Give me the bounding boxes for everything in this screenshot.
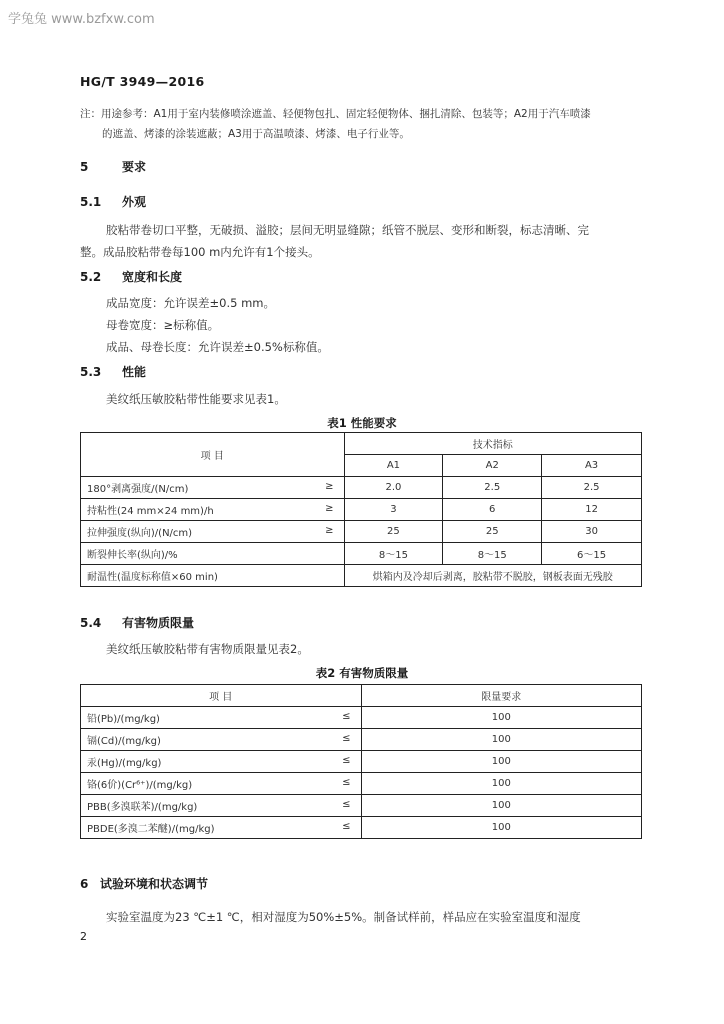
cell-a2: 2.5 — [443, 477, 542, 499]
table-row — [81, 521, 642, 543]
environment-text: 实验室温度为23 ℃±1 ℃，相对湿度为50%±5%。制备试样前，样品应在实验室温度和湿度 — [106, 910, 581, 924]
watermark: 学兔兔 www.bzfxw.com — [8, 12, 155, 27]
column-header-limit: 限量要求 — [361, 685, 641, 707]
row-name — [81, 707, 362, 729]
row-name-text: 持粘性(24 mm×24 mm)/h — [87, 506, 214, 517]
table-row — [81, 565, 642, 587]
section-5-4-heading — [80, 614, 194, 631]
appearance-paragraph — [80, 219, 640, 263]
cell-a1: 3 — [344, 499, 443, 521]
environment-paragraph — [80, 906, 640, 928]
hazard-table — [80, 684, 642, 839]
section-5-heading — [80, 158, 146, 175]
row-name-text: PBDE(多溴二苯醚)/(mg/kg) — [87, 824, 215, 835]
width-line-3: 成品、母卷长度：允许误差±0.5%标称值。 — [106, 340, 329, 354]
table-row — [81, 729, 642, 751]
cell-a3: 30 — [542, 521, 642, 543]
standard-number: HG/T 3949—2016 — [80, 74, 205, 89]
hazard-intro-text: 美纹纸压敏胶粘带有害物质限量见表2。 — [106, 642, 309, 656]
section-number: 5.3 — [80, 365, 102, 379]
performance-table — [80, 432, 642, 587]
cell-a1: 25 — [344, 521, 443, 543]
row-name-text: 铬(6价)(Cr⁶⁺)/(mg/kg) — [87, 780, 193, 791]
table-row — [81, 817, 642, 839]
comparison-operator: ≤ — [342, 733, 351, 744]
cell-a2: 8～15 — [443, 543, 542, 565]
usage-note-line-2: 的遮盖、烤漆的涂装遮蔽；A3用于高温喷漆、烤漆、电子行业等。 — [102, 128, 410, 140]
row-name-text: 镉(Cd)/(mg/kg) — [87, 736, 161, 747]
appearance-line-1: 胶粘带卷切口平整，无破损、溢胶；层间无明显缝隙；纸管不脱层、变形和断裂，标志清晰、完 — [106, 223, 589, 237]
section-5-3-heading — [80, 363, 146, 380]
row-name — [81, 795, 362, 817]
section-title: 宽度和长度 — [122, 270, 183, 284]
row-name: 耐温性(温度标称值×60 min) — [81, 565, 345, 587]
comparison-operator: ≥ — [325, 525, 334, 536]
table-header-row — [81, 433, 642, 455]
width-line-2: 母卷宽度：≥标称值。 — [106, 318, 220, 332]
section-number: 5.1 — [80, 195, 102, 209]
table-2-caption: 表2 有害物质限量 — [315, 666, 409, 680]
section-title: 有害物质限量 — [122, 616, 195, 630]
table-row — [81, 751, 642, 773]
hazard-intro — [80, 638, 640, 660]
cell-a2: 6 — [443, 499, 542, 521]
cell-a1: 2.0 — [344, 477, 443, 499]
section-number: 5.2 — [80, 270, 102, 284]
section-title: 要求 — [122, 160, 147, 174]
section-5-1-heading — [80, 193, 146, 210]
performance-intro-text: 美纹纸压敏胶粘带性能要求见表1。 — [106, 392, 286, 406]
comparison-operator: ≥ — [325, 481, 334, 492]
comparison-operator: ≥ — [325, 503, 334, 514]
row-name — [81, 751, 362, 773]
cell-a3: 6～15 — [542, 543, 642, 565]
cell-limit: 100 — [361, 707, 641, 729]
section-number: 5 — [80, 160, 89, 174]
column-header-tech: 技术指标 — [344, 433, 642, 455]
row-name — [81, 729, 362, 751]
row-name — [81, 477, 345, 499]
width-length-paragraph — [80, 292, 640, 358]
cell-limit: 100 — [361, 795, 641, 817]
column-header-a1: A1 — [344, 455, 443, 477]
cell-limit: 100 — [361, 751, 641, 773]
table-1-caption: 表1 性能要求 — [327, 416, 397, 430]
usage-note-line-1: 注：用途参考：A1用于室内装修喷涂遮盖、轻便物包扎、固定轻便物体、捆扎清除、包装等；A2用于汽车喷漆 — [80, 108, 591, 120]
section-number: 6 — [80, 877, 89, 891]
table-row — [81, 707, 642, 729]
page-number: 2 — [80, 930, 87, 943]
section-6-heading — [80, 875, 208, 892]
section-title: 外观 — [122, 195, 147, 209]
column-header-a3: A3 — [542, 455, 642, 477]
section-title: 试验环境和状态调节 — [100, 877, 209, 891]
row-name — [81, 773, 362, 795]
table-header-row — [81, 685, 642, 707]
comparison-operator: ≤ — [342, 821, 351, 832]
row-name — [81, 817, 362, 839]
cell-a3: 12 — [542, 499, 642, 521]
column-header-item: 项 目 — [81, 685, 362, 707]
comparison-operator: ≤ — [342, 777, 351, 788]
cell-a1: 8～15 — [344, 543, 443, 565]
cell-limit: 100 — [361, 773, 641, 795]
column-header-item: 项 目 — [81, 433, 345, 477]
row-name-text: 180°剥离强度/(N/cm) — [87, 484, 189, 495]
appearance-line-2: 整。成品胶粘带卷每100 m内允许有1个接头。 — [80, 245, 320, 259]
table-row — [81, 773, 642, 795]
comparison-operator: ≤ — [342, 799, 351, 810]
section-title: 性能 — [122, 365, 147, 379]
column-header-a2: A2 — [443, 455, 542, 477]
cell-merged-value: 烘箱内及冷却后剥离，胶粘带不脱胶，钢板表面无残胶 — [344, 565, 642, 587]
table-row — [81, 795, 642, 817]
performance-intro — [80, 388, 640, 410]
cell-limit: 100 — [361, 729, 641, 751]
row-name — [81, 543, 345, 565]
table-row — [81, 499, 642, 521]
cell-a3: 2.5 — [542, 477, 642, 499]
usage-note — [80, 104, 640, 144]
row-name-text: 断裂伸长率(纵向)/% — [87, 550, 178, 561]
comparison-operator: ≤ — [342, 755, 351, 766]
comparison-operator: ≤ — [342, 711, 351, 722]
row-name — [81, 499, 345, 521]
section-5-2-heading — [80, 268, 182, 285]
cell-limit: 100 — [361, 817, 641, 839]
row-name — [81, 521, 345, 543]
row-name-text: 铅(Pb)/(mg/kg) — [87, 714, 160, 725]
row-name-text: 拉伸强度(纵向)/(N/cm) — [87, 528, 193, 539]
table-row — [81, 477, 642, 499]
row-name-text: PBB(多溴联苯)/(mg/kg) — [87, 802, 198, 813]
table-row — [81, 543, 642, 565]
row-name-text: 汞(Hg)/(mg/kg) — [87, 758, 162, 769]
section-number: 5.4 — [80, 616, 102, 630]
cell-a2: 25 — [443, 521, 542, 543]
width-line-1: 成品宽度：允许误差±0.5 mm。 — [106, 296, 275, 310]
